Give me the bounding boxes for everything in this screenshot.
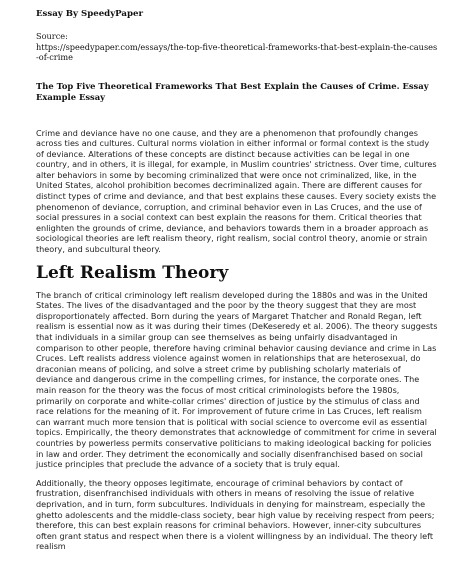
intro-paragraph: Crime and deviance have no one cause, and they are a phenomenon that profoundly changes across ties and cultures. Cultural norms violation in either informal or formal context is the study of deviance. Alterations of these concepts are distinct because activities can be legal in one country, and in others, it is illegal, for example, in Muslim countries' strictness. Over time, cultures alter behaviors in some by becoming criminalized that were once not criminalized, like, in the United States, alcohol prohibition becomes decriminalized again. There are different causes for distinct types of crime and deviance, and that best explains these causes. Every society exists the phenomenon of deviance, corruption, and criminal behavior even in Las Cruces, and the use of social pressures in a social context can best explain the reasons for them. Critical theories that enlighten the grounds of crime, deviance, and behaviors towards them in a broader approach as sociological theories are left realism theory, right realism, social control theory, anomie or strain theory, and subcultural theory. bbox=[36, 127, 437, 255]
source-url-link[interactable]: https://speedypaper.com/essays/the-top-five-theoretical-frameworks-that-best-explain-the-causes-of-crime bbox=[36, 41, 438, 62]
document-title: The Top Five Theoretical Frameworks That Best Explain the Causes of Crime. Essay Example Essay bbox=[36, 80, 429, 102]
body-paragraph: The branch of critical criminology left realism developed during the 1880s and was in the United States. The lives of the disadvantaged and the poor by the theory suggest that they are most disproportionately affected. Born during the years of Margaret Thatcher and Ronald Regan, left realism is essential now as it was during their times (DeKeseredy et al. 2006). The theory suggests that individuals in a similar group can see themselves as being unfairly disadvantaged in comparison to other people, therefore having criminal behavior causing deviance and crime in Las Cruces. Left realists address violence against women in relationships that are heterosexual, do draconian means of policing, and solve a street crime by publishing scholarly materials of deviance and dangerous crime in the compelling crimes, for instance, the corporate ones. The main reason for the theory was the focus of most critical criminologists before the 1980s, primarily on corporate and white-collar crimes' direction of justice by the stimulus of class and race relations for the meaning of it. For improvement of future crime in Las Cruces, left realism can warrant much more tension that is political with social science to overcome evil as essential topics. Empirically, the theory demonstrates that acknowledge of commitment for crime in several countries by powerless permits conservative politicians to making ideological backing for policies in law and order. They detriment the economically and socially disenfranchised based on social justice principles that preclude the advance of a society that is truly equal. bbox=[36, 289, 438, 470]
brand-heading: Essay By SpeedyPaper bbox=[36, 9, 143, 19]
section-heading-left-realism: Left Realism Theory bbox=[36, 262, 229, 283]
body-paragraph: Additionally, the theory opposes legitimate, encourage of criminal behaviors by contact of frustration, disenfranchised individuals with others in means of resolving the issue of relative deprivation, and in turn, form subcultures. Individuals in denying for mainstream, especially the ghetto adolescents and the middle-class society, bear high value by receiving respect from peers; therefore, this can best explain reasons for criminal behaviors. However, inner-city subcultures often grant status and respect when there is a violent willingness by an individual. The theory left realism bbox=[36, 477, 435, 552]
source-label: Source: bbox=[36, 31, 68, 41]
